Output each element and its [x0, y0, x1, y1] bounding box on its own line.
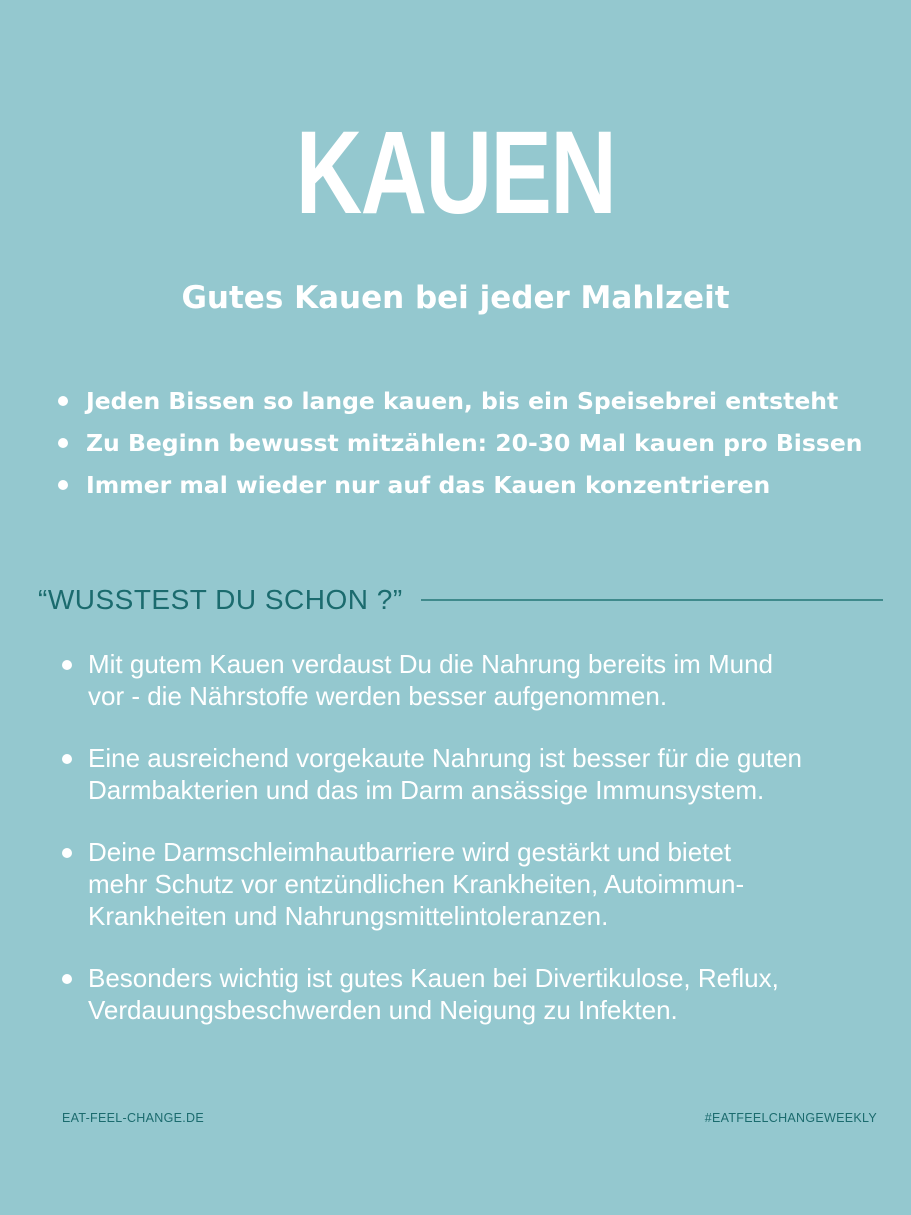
page-title: KAUEN — [295, 107, 616, 239]
bullet-icon — [58, 396, 68, 406]
tips-list — [58, 380, 898, 506]
fact-line: Darmbakterien und das im Darm ansässige Immunsystem. — [88, 775, 765, 805]
bullet-icon — [62, 848, 72, 858]
footer-website: EAT-FEEL-CHANGE.DE — [62, 1111, 204, 1125]
fact-item — [62, 742, 892, 806]
fact-line: Besonders wichtig ist gutes Kauen bei Divertikulose, Reflux, — [88, 963, 779, 993]
fact-line: Eine ausreichend vorgekaute Nahrung ist besser für die guten — [88, 743, 802, 773]
bullet-icon — [58, 438, 68, 448]
tip-item — [58, 380, 898, 422]
fact-line: Krankheiten und Nahrungsmittelintoleranzen. — [88, 901, 609, 931]
fact-line: vor - die Nährstoffe werden besser aufgenommen. — [88, 681, 668, 711]
fact-line: mehr Schutz vor entzündlichen Krankheiten, Autoimmun- — [88, 869, 745, 899]
tip-text: Zu Beginn bewusst mitzählen: 20-30 Mal kauen pro Bissen — [86, 429, 863, 457]
section-title: “WUSSTEST DU SCHON ?” — [38, 584, 403, 615]
bullet-icon — [62, 754, 72, 764]
page-subtitle: Gutes Kauen bei jeder Mahlzeit — [181, 280, 730, 316]
fact-line: Verdauungsbeschwerden und Neigung zu Infekten. — [88, 995, 678, 1025]
tip-text: Immer mal wieder nur auf das Kauen konzentrieren — [86, 471, 771, 499]
fact-line: Mit gutem Kauen verdaust Du die Nahrung bereits im Mund — [88, 649, 774, 679]
fact-line: Deine Darmschleimhautbarriere wird gestärkt und bietet — [88, 837, 732, 867]
section-divider — [421, 599, 883, 601]
tip-item — [58, 422, 898, 464]
bullet-icon — [62, 660, 72, 670]
tip-item — [58, 464, 898, 506]
fact-item — [62, 836, 892, 932]
footer-hashtag: #EATFEELCHANGEWEEKLY — [704, 1111, 877, 1125]
facts-list — [62, 648, 892, 1056]
section-header — [38, 578, 883, 622]
bullet-icon — [58, 480, 68, 490]
tip-text: Jeden Bissen so lange kauen, bis ein Speisebrei entsteht — [86, 387, 839, 415]
fact-item — [62, 962, 892, 1026]
bullet-icon — [62, 974, 72, 984]
fact-item — [62, 648, 892, 712]
